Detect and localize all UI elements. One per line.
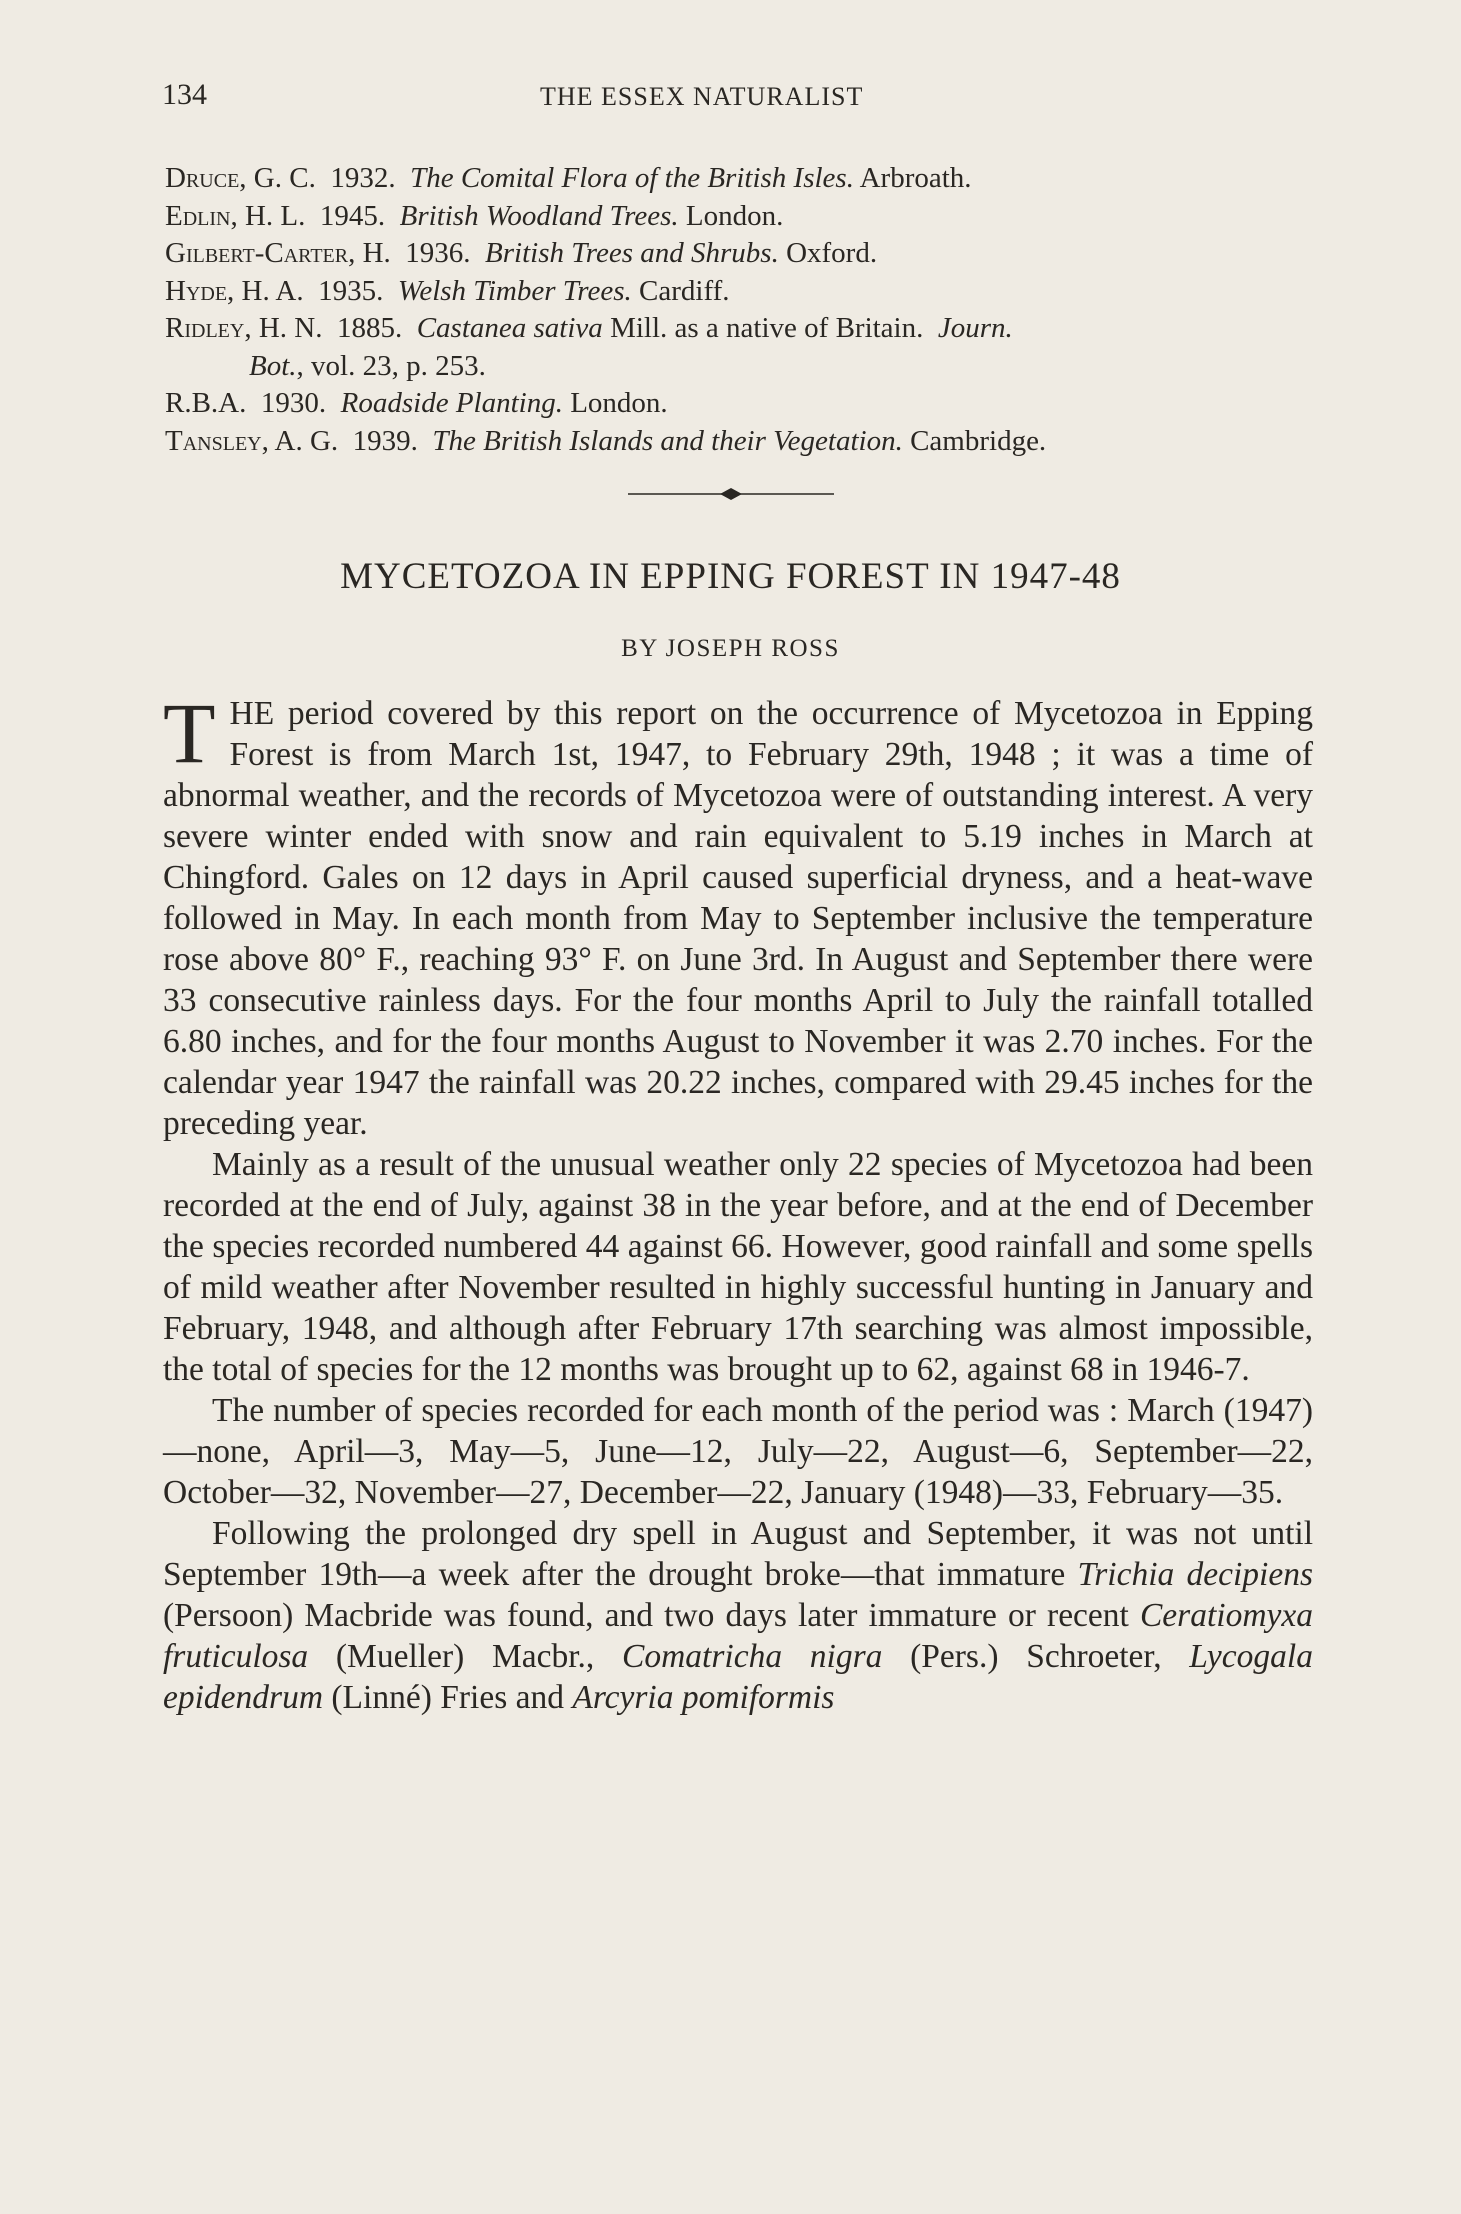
reference-title: Welsh Timber Trees. xyxy=(397,274,632,307)
reference-entry xyxy=(165,310,1345,348)
article-title: MYCETOZOA IN EPPING FOREST IN 1947-48 xyxy=(340,556,1121,597)
reference-journal: Bot. xyxy=(249,349,297,382)
paragraph: The number of species recorded for each month of the period was : March (1947)—none, April—3, May—5, June—12, July—22, August—6, September—22, October—32, November—27, December—22, January (1948)—33, February—35. xyxy=(163,1392,1313,1511)
reference-author: Hyde, H. A. xyxy=(165,274,304,307)
paragraph xyxy=(163,1513,1313,1718)
reference-year: 1936. xyxy=(405,237,471,269)
species-name: Trichia decipiens xyxy=(1077,1556,1313,1593)
reference-entry xyxy=(165,198,1345,236)
reference-entry xyxy=(165,235,1345,273)
reference-title: British Trees and Shrubs. xyxy=(485,237,779,269)
reference-title: The British Islands and their Vegetation. xyxy=(432,424,903,457)
reference-entry xyxy=(165,423,1345,461)
species-name: Lycogala epidendrum xyxy=(163,1638,1313,1716)
species-name: Arcyria pomiformis xyxy=(572,1679,835,1716)
reference-entry-continuation xyxy=(165,348,1345,386)
paragraph-text: (Pers.) Schroeter, xyxy=(882,1638,1190,1675)
page-number: 134 xyxy=(162,78,207,111)
article-body xyxy=(163,685,1313,1718)
reference-entry xyxy=(165,385,1345,423)
paragraph: Mainly as a result of the unusual weather only 22 species of Mycetozoa had been recorded at the end of July, against 38 in the year before, and at the end of December the species recorded numbered 44 against 66. However, good rainfall and some spells of mild weather after November resulted in highly successful hunting in January and February, 1948, and although after February 17th searching was almost impossible, the total of species for the 12 months was brought up to 62, against 68 in 1946-7. xyxy=(163,1146,1313,1388)
paragraph-text: HE period covered by this report on the occurrence of Mycetozoa in Epping Forest is from March 1st, 1947, to February 29th, 1948 ; it was a time of abnormal weather, and the records of Mycetozoa were of outstanding interest. A very severe winter ended with snow and rain equivalent to 5.19 inches in March at Chingford. Gales on 12 days in April caused superficial dryness, and a heat-wave followed in May. In each month from May to September inclusive the temperature rose above 80° F., reaching 93° F. on June 3rd. In August and September there were 33 consecutive rainless days. For the four months April to July the rainfall totalled 6.80 inches, and for the four months August to November it was 2.70 inches. For the calendar year 1947 the rainfall was 20.22 inches, compared with 29.45 inches for the preceding year. xyxy=(163,695,1313,1142)
reference-list xyxy=(165,160,1345,460)
reference-place: London. xyxy=(678,199,784,232)
reference-year: 1945. xyxy=(319,199,386,232)
reference-entry xyxy=(165,160,1345,198)
paragraph-text: Following the prolonged dry spell in August and September, it was not until September 19th—a week after the drought broke—that immature xyxy=(163,1515,1313,1593)
reference-author: Gilbert-Carter, H. xyxy=(165,237,391,269)
page-header xyxy=(0,78,1461,122)
reference-place: Cambridge. xyxy=(902,424,1047,457)
section-divider-ornament xyxy=(628,486,834,502)
paragraph-text: (Mueller) Macbr., xyxy=(308,1638,623,1675)
reference-author: Tansley, A. G. xyxy=(165,424,339,457)
reference-author: Edlin, H. L. xyxy=(165,199,306,232)
running-title: THE ESSEX NATURALIST xyxy=(540,82,864,111)
reference-entry xyxy=(165,273,1345,311)
drop-cap: T xyxy=(163,685,216,781)
reference-title: Castanea sativa xyxy=(416,312,603,344)
paragraph-text: (Linné) Fries and xyxy=(323,1679,573,1716)
reference-year: 1930. xyxy=(260,387,327,419)
reference-title: Roadside Planting. xyxy=(340,387,563,419)
reference-year: 1939. xyxy=(352,424,418,457)
reference-year: 1935. xyxy=(318,274,384,307)
paragraph xyxy=(163,685,1313,1144)
paragraph-text: (Persoon) Macbride was found, and two days later immature or recent xyxy=(163,1597,1140,1634)
reference-note: Mill. as a native of Britain. xyxy=(602,312,924,344)
species-name: Comatricha nigra xyxy=(622,1638,883,1675)
reference-place: London. xyxy=(562,387,668,419)
reference-place: Arbroath. xyxy=(853,162,972,194)
reference-title: The Comital Flora of the British Isles. xyxy=(410,162,854,194)
reference-title: British Woodland Trees. xyxy=(399,199,679,232)
article-byline: BY JOSEPH ROSS xyxy=(621,635,840,662)
reference-author: Druce, G. C. xyxy=(165,162,316,194)
reference-place: Oxford. xyxy=(778,237,878,269)
reference-year: 1885. xyxy=(336,312,403,344)
species-name: Ceratiomyxa fruticulosa xyxy=(163,1597,1313,1675)
reference-author: R.B.A. xyxy=(165,387,247,419)
reference-place: Cardiff. xyxy=(631,274,730,307)
reference-volume: , vol. 23, p. 253. xyxy=(296,349,486,382)
reference-journal: Journ. xyxy=(937,312,1013,344)
reference-year: 1932. xyxy=(330,162,396,194)
reference-author: Ridley, H. N. xyxy=(165,312,323,344)
